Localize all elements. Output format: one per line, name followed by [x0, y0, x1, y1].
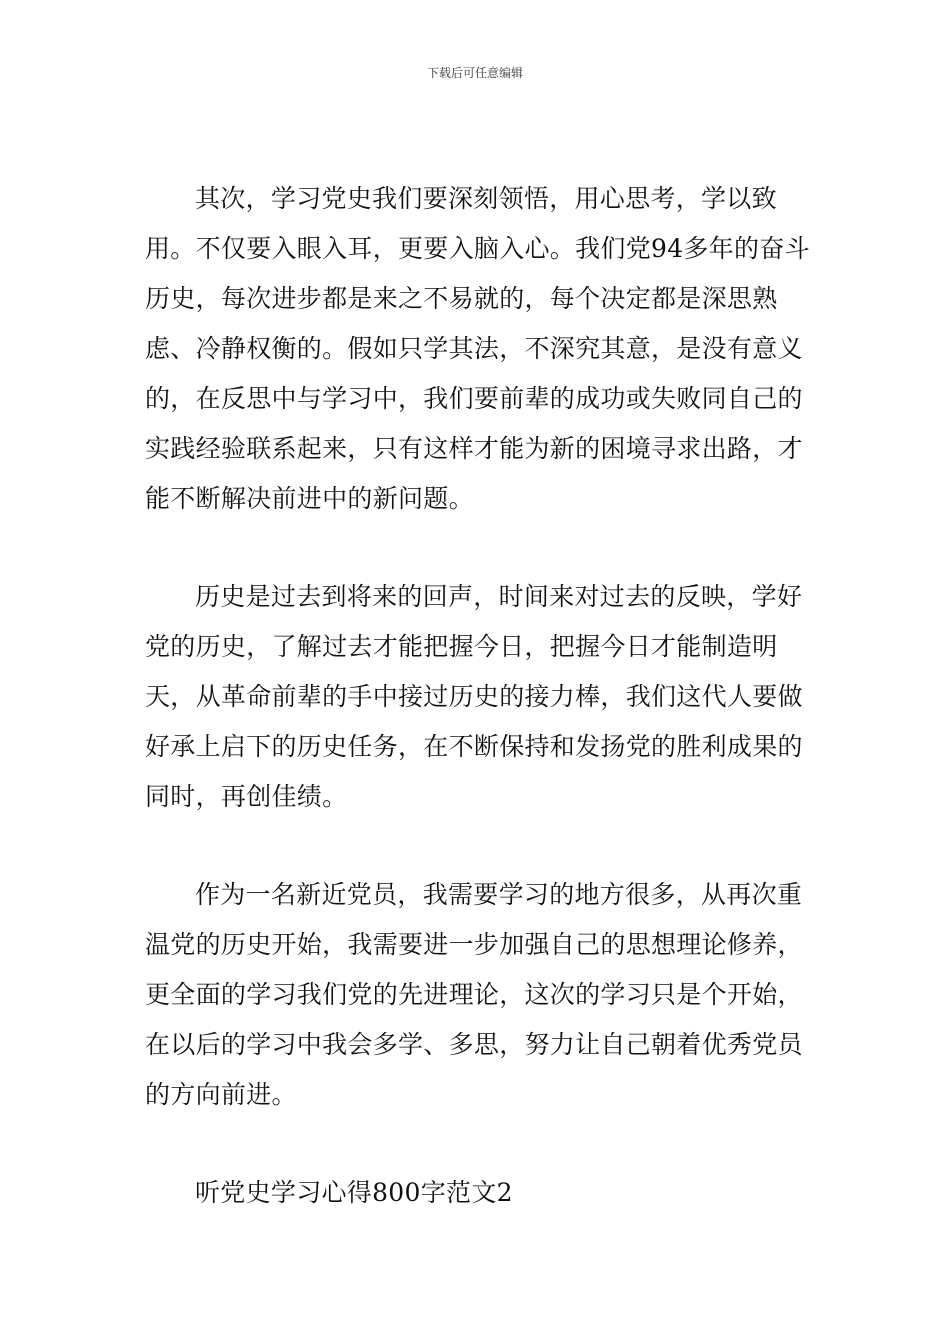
paragraph-1: 其次，学习党史我们要深刻领悟，用心思考，学以致用。不仅要入眼入耳，更要入脑入心。我们党94多年的奋斗历史，每次进步都是来之不易就的，每个决定都是深思熟虑、冷静权衡的。假如只学其法，不深究其意，是没有意义的，在反思中与学习中，我们要前辈的成功或失败同自己的实践经验联系起来，只有这样才能为新的困境寻求出路，才能不断解决前进中的新问题。	[145, 184, 810, 513]
section-heading: 听党史学习心得800字范文2	[195, 1178, 513, 1207]
paragraph-3: 作为一名新近党员，我需要学习的地方很多，从再次重温党的历史开始，我需要进一步加强自己的思想理论修养，更全面的学习我们党的先进理论，这次的学习只是个开始，在以后的学习中我会多学、多思，努力让自己朝着优秀党员的方向前进。	[145, 880, 803, 1109]
paragraph-2: 历史是过去到将来的回声，时间来对过去的反映，学好党的历史，了解过去才能把握今日，把握今日才能制造明天，从革命前辈的手中接过历史的接力棒，我们这代人要做好承上启下的历史任务，在不断保持和发扬党的胜利成果的同时，再创佳绩。	[145, 582, 803, 811]
page-header: 下载后可任意编辑	[426, 66, 523, 80]
